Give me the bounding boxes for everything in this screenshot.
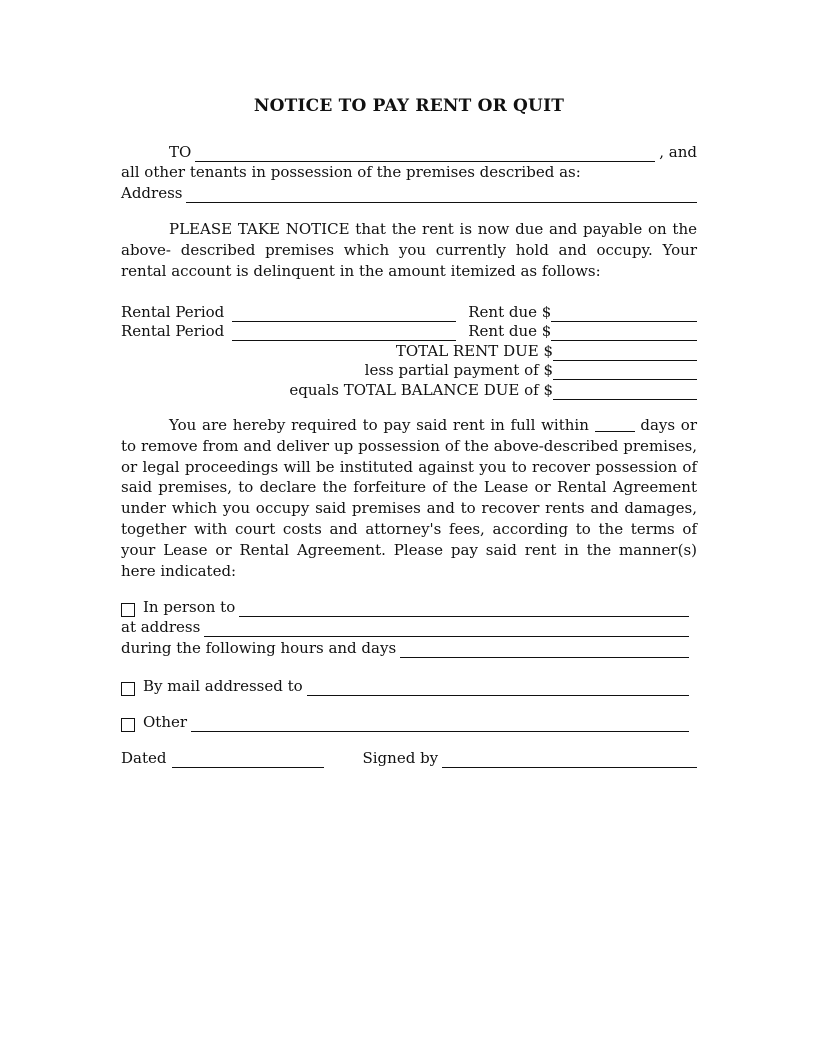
dated-label: Dated [121, 749, 167, 767]
hours-blank[interactable] [400, 643, 689, 658]
requirement-text-start: You are hereby required to pay said rent in full within [169, 416, 589, 434]
rent-due-label-2: Rent due $ [468, 322, 552, 340]
requirement-text-end: days or to remove from and deliver up possession of the above-described premises, or legal proceedings will be instituted against you to recover possession of said premises, to declare the forfeiture of the Lease or Rental Agreement under which you occupy said premises and to recover rents and damages, together with court costs and attorney's fees, according to the terms of your Lease or Rental Agreement. Please pay said rent in the manner(s) here indicated: [121, 416, 697, 580]
total-balance-label: equals TOTAL BALANCE DUE of $ [289, 381, 553, 399]
other-checkbox[interactable] [121, 718, 135, 732]
hours-label: during the following hours and days [121, 639, 397, 657]
at-address-label: at address [121, 618, 201, 636]
requirement-paragraph [121, 415, 697, 581]
rental-period-label-1: Rental Period [121, 303, 225, 321]
signed-by-label: Signed by [362, 749, 439, 767]
partial-payment-label: less partial payment of $ [364, 361, 553, 379]
by-mail-blank[interactable] [307, 681, 689, 696]
to-label: TO [169, 143, 192, 161]
document-title: NOTICE TO PAY RENT OR QUIT [253, 96, 565, 116]
in-person-label: In person to [143, 598, 236, 616]
rent-due-label-1: Rent due $ [468, 303, 552, 321]
signature-row [121, 748, 697, 768]
rent-due-blank-1[interactable] [551, 307, 697, 322]
partial-payment-row [121, 360, 697, 380]
days-blank[interactable] [595, 419, 635, 432]
in-person-row [121, 597, 689, 617]
signed-by-blank[interactable] [442, 753, 697, 768]
other-row [121, 712, 689, 732]
in-person-blank[interactable] [239, 602, 689, 617]
partial-payment-blank[interactable] [553, 365, 697, 380]
address-blank[interactable] [186, 188, 697, 203]
total-balance-row [121, 380, 697, 400]
notice-paragraph [121, 219, 697, 281]
address-label: Address [121, 184, 183, 202]
rental-period-row-1 [121, 302, 697, 322]
at-address-row [121, 617, 689, 637]
tenants-line: all other tenants in possession of the premises described as: [121, 163, 581, 181]
rent-due-blank-2[interactable] [551, 326, 697, 341]
to-blank[interactable] [195, 147, 655, 162]
other-blank[interactable] [191, 717, 689, 732]
by-mail-label: By mail addressed to [143, 677, 303, 695]
total-rent-due-blank[interactable] [553, 346, 697, 361]
hours-row [121, 638, 689, 658]
rental-period-row-2 [121, 321, 697, 341]
total-rent-due-row [121, 341, 697, 361]
dated-blank[interactable] [172, 753, 324, 768]
rental-period-blank-2[interactable] [232, 326, 456, 341]
other-label: Other [143, 713, 188, 731]
rental-period-blank-1[interactable] [232, 307, 456, 322]
total-balance-blank[interactable] [553, 385, 697, 400]
in-person-checkbox[interactable] [121, 603, 135, 617]
to-suffix: , and [659, 143, 697, 161]
at-address-blank[interactable] [204, 622, 689, 637]
notice-text: PLEASE TAKE NOTICE that the rent is now due and payable on the above- described premises which you currently hold and occupy. Your rental account is delinquent in the amount itemized as follows: [121, 220, 697, 280]
to-line [121, 142, 697, 162]
rental-period-label-2: Rental Period [121, 322, 225, 340]
by-mail-checkbox[interactable] [121, 682, 135, 696]
total-rent-due-label: TOTAL RENT DUE $ [395, 342, 553, 360]
by-mail-row [121, 676, 689, 696]
address-line [121, 183, 697, 203]
